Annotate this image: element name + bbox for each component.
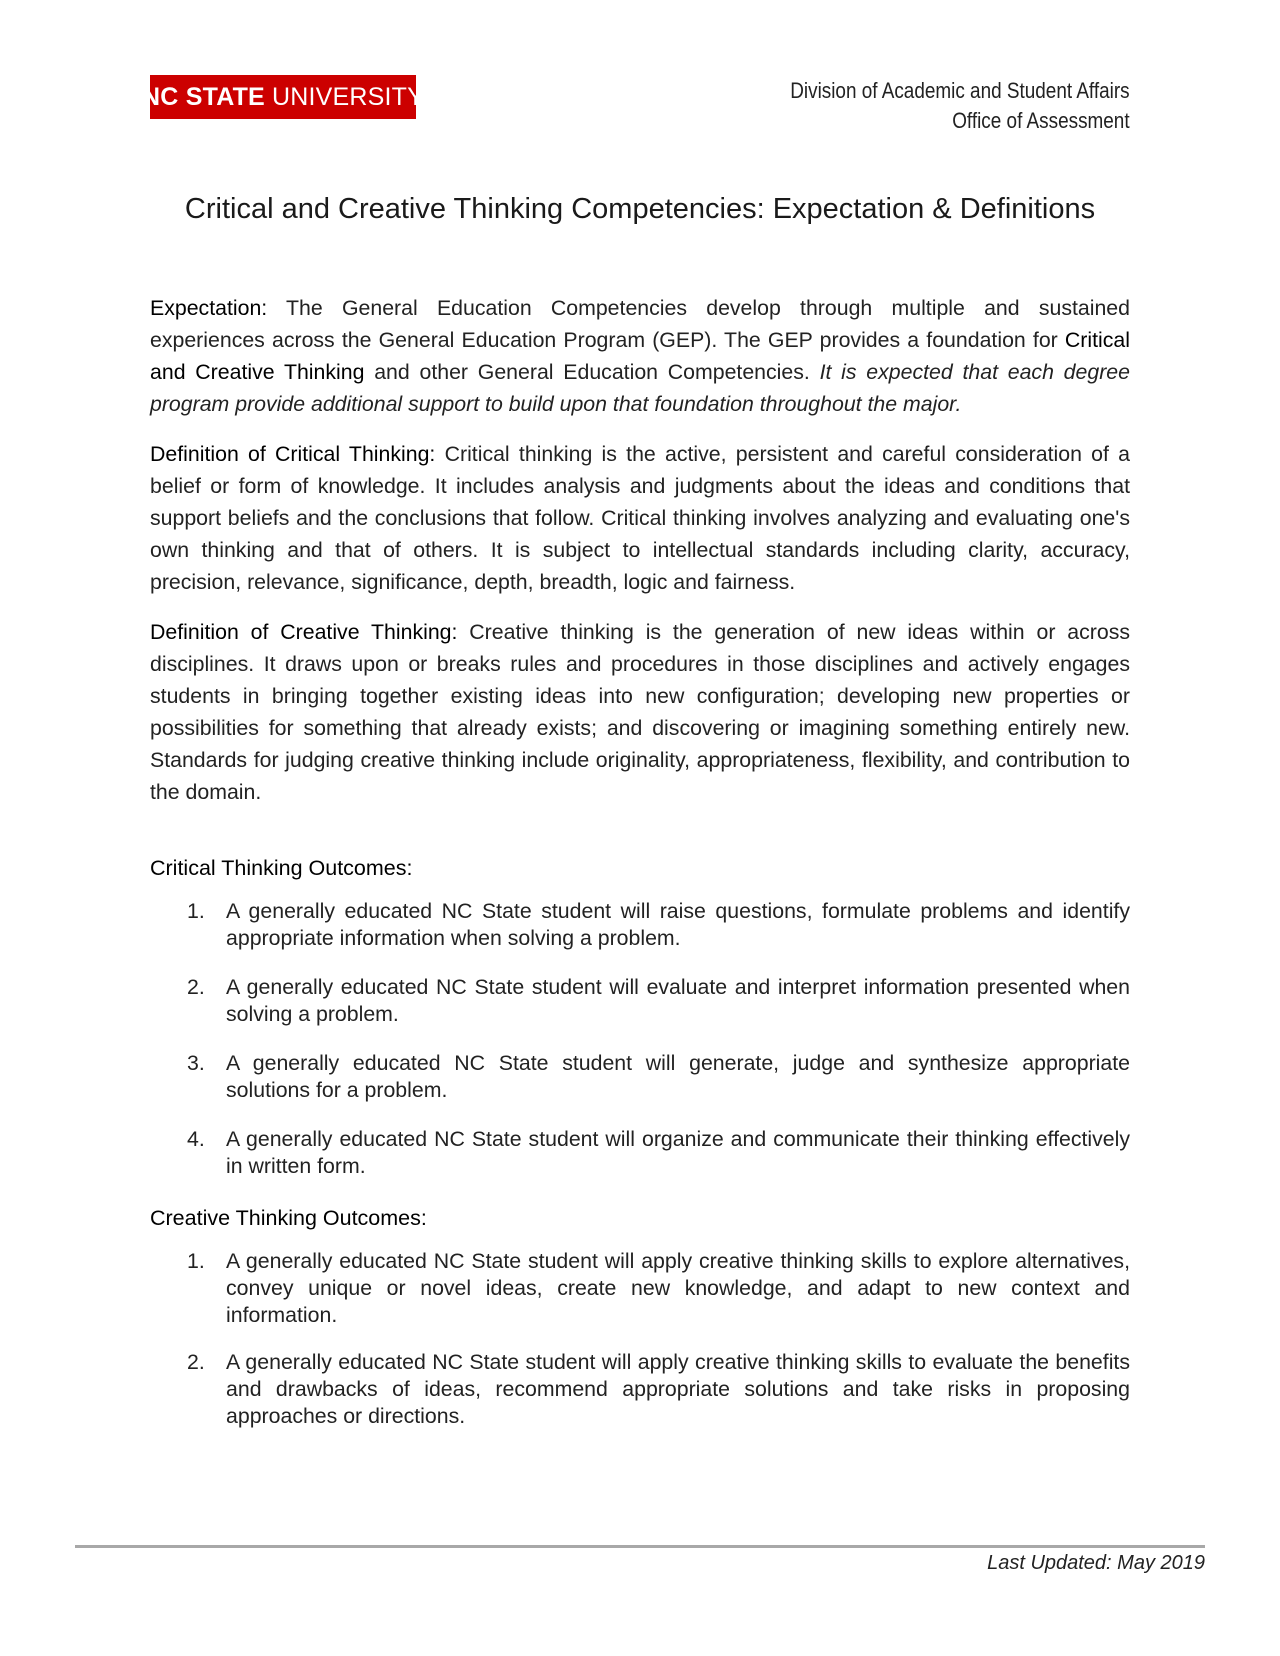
creative-definition-label: Definition of Creative Thinking: bbox=[150, 620, 458, 644]
footer-divider bbox=[75, 1545, 1205, 1548]
list-item-text: A generally educated NC State student will evaluate and interpret information presented when solving a problem. bbox=[226, 975, 1130, 1026]
list-item-number: 1. bbox=[187, 1249, 205, 1273]
list-item-text: A generally educated NC State student will raise questions, formulate problems and identify appropriate information when solving a problem. bbox=[226, 899, 1130, 950]
critical-definition-text: Critical thinking is the active, persistent and careful consideration of a belief or form of knowledge. It includes analysis and judgments about the ideas and conditions that support beliefs and the conclusions that follow. Critical thinking involves analyzing and evaluating one's own thinking and that of others. It is subject to intellectual standards including clarity, accuracy, precision, relevance, significance, depth, breadth, logic and fairness. bbox=[150, 442, 1130, 594]
logo-light-text: UNIVERSITY bbox=[271, 82, 424, 111]
nc-state-logo bbox=[142, 75, 424, 119]
list-item bbox=[150, 898, 1130, 952]
department-line-2: Office of Assessment bbox=[952, 108, 1130, 133]
list-item bbox=[150, 1349, 1130, 1430]
expectation-label: Expectation: bbox=[150, 296, 268, 320]
department-header bbox=[791, 76, 1130, 136]
list-item-number: 3. bbox=[187, 1051, 205, 1075]
list-item-number: 2. bbox=[187, 975, 205, 999]
list-item-text: A generally educated NC State student will apply creative thinking skills to explore alternatives, convey unique or novel ideas, create new knowledge, and adapt to new context and information. bbox=[226, 1249, 1130, 1327]
expectation-text-1: The General Education Competencies develop through multiple and sustained experiences across the General Education Program (GEP). The GEP provides a foundation for bbox=[150, 296, 1130, 352]
list-item-text: A generally educated NC State student will generate, judge and synthesize appropriate solutions for a problem. bbox=[226, 1051, 1130, 1102]
critical-outcomes-list bbox=[150, 898, 1130, 1180]
department-line-1: Division of Academic and Student Affairs bbox=[790, 78, 1130, 103]
expectation-text-2: and other General Education Competencies. bbox=[364, 360, 820, 384]
list-item-text: A generally educated NC State student will apply creative thinking skills to evaluate the benefits and drawbacks of ideas, recommend appropriate solutions and take risks in proposing approaches or directions. bbox=[226, 1350, 1130, 1428]
creative-outcomes-heading: Creative Thinking Outcomes: bbox=[150, 1206, 427, 1230]
logo-bold-text: NC STATE bbox=[142, 82, 265, 111]
expectation-emphasis: Critical and Creative Thinking bbox=[150, 328, 1130, 384]
creative-definition-paragraph bbox=[150, 616, 1130, 808]
expectation-italic: It is expected that each degree program provide additional support to build upon that foundation throughout the major. bbox=[150, 360, 1130, 416]
last-updated: Last Updated: May 2019 bbox=[987, 1552, 1205, 1574]
list-item bbox=[150, 1248, 1130, 1329]
list-item bbox=[150, 974, 1130, 1028]
document-title: Critical and Creative Thinking Competencies: Expectation & Definitions bbox=[184, 193, 1096, 225]
list-item-number: 4. bbox=[187, 1127, 205, 1151]
list-item-number: 1. bbox=[187, 899, 205, 923]
list-item bbox=[150, 1050, 1130, 1104]
creative-definition-text: Creative thinking is the generation of new ideas within or across disciplines. It draws upon or breaks rules and procedures in those disciplines and actively engages students in bringing together existing ideas into new configuration; developing new properties or possibilities for something that already exists; and discovering or imagining something entirely new. Standards for judging creative thinking include originality, appropriateness, flexibility, and contribution to the domain. bbox=[150, 620, 1130, 804]
list-item bbox=[150, 1126, 1130, 1180]
critical-definition-paragraph bbox=[150, 438, 1130, 598]
document-body bbox=[150, 292, 1130, 1450]
list-item-text: A generally educated NC State student will organize and communicate their thinking effectively in written form. bbox=[226, 1127, 1130, 1178]
critical-definition-label: Definition of Critical Thinking: bbox=[150, 442, 436, 466]
critical-outcomes-heading: Critical Thinking Outcomes: bbox=[150, 856, 413, 880]
expectation-paragraph bbox=[150, 292, 1130, 420]
creative-outcomes-list bbox=[150, 1248, 1130, 1430]
list-item-number: 2. bbox=[187, 1350, 205, 1374]
